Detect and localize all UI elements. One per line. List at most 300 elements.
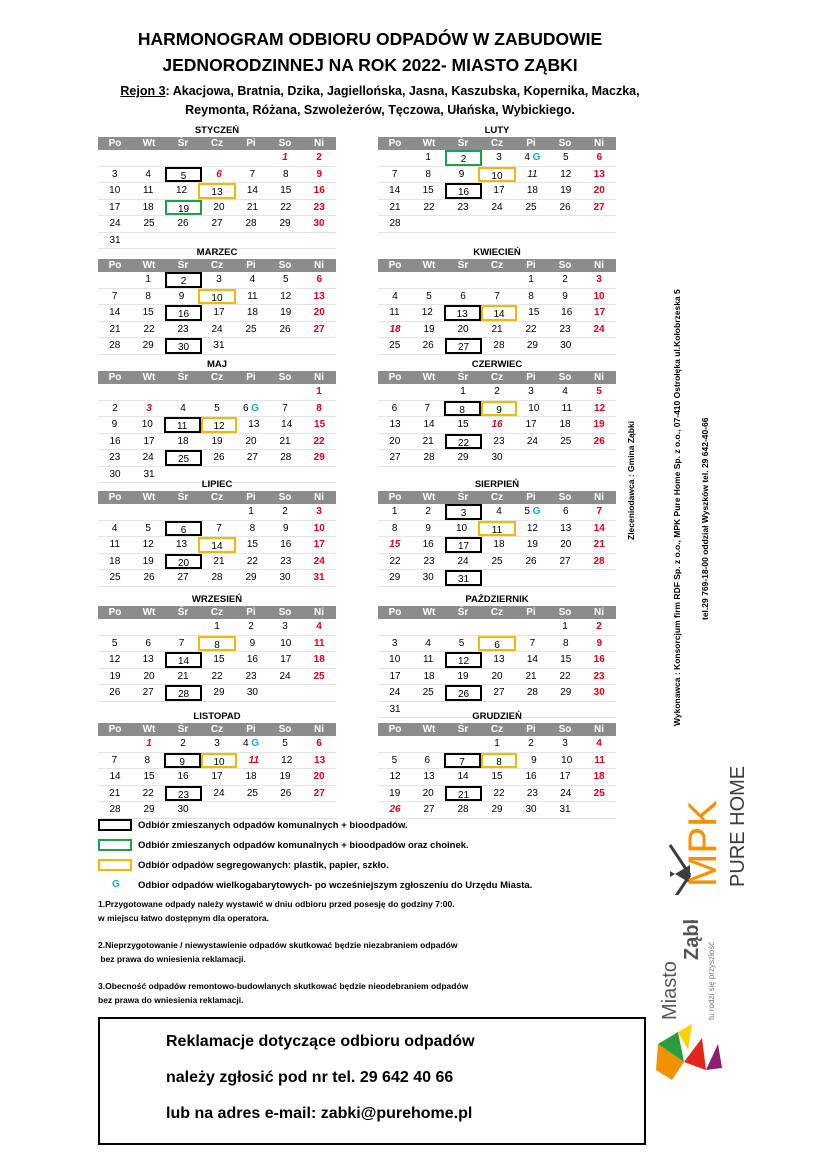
- day-cell: 17: [280, 654, 292, 665]
- day-cell: 22: [423, 201, 435, 213]
- day-cell: 10: [389, 654, 401, 665]
- day-cell: 16: [561, 307, 573, 318]
- day-cell: 19: [560, 185, 572, 196]
- day-cell: [548, 216, 582, 232]
- miasto-zabki-logo: [652, 920, 732, 1100]
- day-cell: 19: [526, 539, 538, 550]
- day-cell: 4: [111, 522, 118, 534]
- day-cell: 29: [142, 340, 154, 351]
- day-cell: [378, 150, 411, 166]
- day-cell: 1: [145, 274, 151, 285]
- day-cell: 22: [313, 435, 325, 447]
- day-cell: 30: [491, 452, 503, 463]
- day-cell: 23: [457, 201, 469, 213]
- week-row: [378, 322, 616, 339]
- day-cell: 11: [109, 539, 120, 550]
- weekday-header: [98, 371, 336, 384]
- day-cell: 18: [313, 654, 325, 665]
- day-cell: 31: [143, 468, 155, 480]
- day-cell: 29: [143, 804, 155, 815]
- day-cell: 6: [596, 152, 603, 163]
- weekday-header: [378, 259, 616, 272]
- day-cell: 23: [593, 670, 605, 682]
- month-calendar: [378, 593, 616, 718]
- weekday-label: Po: [388, 260, 402, 271]
- day-cell: 2: [316, 152, 322, 163]
- weekday-label: Pi: [246, 138, 256, 149]
- day-cell: 6: [424, 754, 431, 766]
- day-cell: 3: [214, 738, 220, 749]
- weekday-label: Śr: [457, 724, 469, 735]
- day-cell: 22: [143, 323, 155, 335]
- day-cell: 25: [165, 450, 202, 466]
- day-number: 6: [242, 402, 252, 414]
- weekday-label: Śr: [177, 372, 189, 383]
- day-cell: 8: [283, 168, 289, 180]
- day-cell: 3: [146, 402, 152, 414]
- day-cell: 9: [531, 754, 537, 766]
- weekday-label: Cz: [210, 138, 224, 149]
- day-cell: 19: [457, 670, 469, 682]
- day-cell: 10: [109, 185, 121, 196]
- day-cell: 21: [109, 323, 121, 335]
- day-cell: 19: [280, 307, 292, 318]
- legend-g-symbol: G: [112, 879, 120, 890]
- day-cell: 14: [593, 522, 605, 534]
- week-row: [378, 521, 616, 538]
- week-row: [378, 150, 616, 167]
- day-cell: 3: [282, 621, 288, 632]
- month-name: MAJ: [206, 359, 228, 370]
- day-cell: 12: [594, 402, 606, 414]
- day-cell: 28: [280, 452, 292, 463]
- day-cell: 3: [111, 168, 118, 180]
- day-cell: [583, 338, 616, 354]
- day-cell: 24: [526, 435, 538, 447]
- weekday-label: Cz: [490, 492, 504, 503]
- day-cell: 16: [177, 771, 189, 782]
- day-cell: [269, 685, 302, 701]
- day-cell: 14: [389, 185, 401, 196]
- week-row: [98, 619, 336, 636]
- week-row: [378, 504, 616, 521]
- day-cell: 3: [216, 274, 222, 285]
- day-cell: 30: [525, 804, 537, 815]
- day-cell: 30: [109, 468, 121, 480]
- day-cell: 30: [177, 804, 189, 815]
- week-row: [378, 305, 616, 322]
- mpk-text: MPK: [681, 800, 725, 887]
- bulky-waste-marker: G: [532, 506, 541, 517]
- weekday-label: Cz: [210, 492, 224, 503]
- day-cell: 4: [562, 386, 568, 397]
- day-cell: 15: [246, 539, 258, 550]
- day-cell: 13: [248, 419, 260, 430]
- day-cell: 3: [391, 637, 398, 649]
- day-cell: 14: [198, 537, 235, 553]
- day-cell: 6: [391, 402, 398, 414]
- day-cell: 12: [201, 417, 238, 433]
- legend-yellow-frame: [98, 859, 132, 871]
- weekday-label: Pi: [526, 724, 536, 735]
- day-cell: 4: [180, 402, 186, 414]
- day-cell: 19: [423, 323, 435, 335]
- day-cell: 29: [213, 687, 225, 698]
- day-cell: [516, 570, 549, 586]
- week-row: [98, 685, 336, 702]
- weekday-label: So: [278, 372, 292, 383]
- day-cell: 22: [559, 670, 571, 682]
- day-cell: 15: [560, 654, 572, 665]
- day-cell: 25: [491, 555, 503, 567]
- day-cell: 15: [280, 185, 292, 196]
- week-row: [378, 570, 616, 587]
- day-cell: 12: [280, 290, 292, 302]
- day-cell: 29: [313, 452, 325, 463]
- day-cell: 2: [282, 506, 288, 517]
- month-calendar: [378, 478, 616, 587]
- month-name: WRZESIEŃ: [191, 594, 243, 605]
- weekday-label: Ni: [314, 138, 324, 149]
- day-cell: 26: [389, 804, 401, 815]
- day-cell: 27: [445, 338, 482, 354]
- day-cell: 29: [245, 572, 257, 583]
- day-cell: 2: [112, 402, 118, 414]
- day-cell: 8: [391, 522, 398, 534]
- day-cell: 1: [391, 506, 398, 517]
- day-cell: 18: [526, 185, 538, 196]
- day-cell: 13: [142, 654, 154, 665]
- weekday-label: Wt: [422, 138, 436, 149]
- day-cell: 12: [389, 771, 401, 782]
- day-cell: 18: [559, 419, 571, 430]
- contractor-text-1: Wykonawca : Konsorcjum firm RDF Sp. z o.o., MPK Pure Home Sp. z o.o., 07-410 Ostrołęka ul.Kołobrzeska 5: [672, 289, 682, 726]
- day-cell: 24: [593, 323, 605, 335]
- day-cell: 7: [216, 522, 222, 534]
- weekday-label: Po: [108, 492, 122, 503]
- weekday-label: Cz: [210, 260, 224, 271]
- day-cell: 17: [389, 670, 401, 682]
- notes: [98, 898, 558, 1021]
- weekday-label: Wt: [422, 724, 436, 735]
- week-row: [378, 669, 616, 686]
- day-cell: 15: [142, 307, 154, 318]
- streets-line-2: Reymonta, Różana, Szwoleżerów, Tęczowa, Ułańska, Wybickiego.: [185, 103, 575, 117]
- day-cell: 23: [245, 670, 257, 682]
- month-calendar: [378, 124, 616, 233]
- day-number: 4: [524, 152, 533, 163]
- weekday-label: Po: [108, 607, 122, 618]
- day-cell: 1: [528, 274, 534, 285]
- month-calendar: [98, 710, 336, 819]
- day-cell: 5: [458, 637, 465, 649]
- week-row: [98, 338, 336, 355]
- day-cell: 4: [496, 506, 502, 517]
- weekday-label: Wt: [142, 138, 156, 149]
- day-cell: 27: [313, 323, 325, 335]
- weekday-label: Ni: [594, 492, 604, 503]
- day-cell: 24: [313, 555, 325, 567]
- day-cell: 28: [245, 218, 257, 229]
- day-cell: 23: [423, 555, 435, 567]
- day-cell: 28: [109, 340, 121, 351]
- weekday-header: [378, 723, 616, 736]
- pure-home-text: PURE HOME: [727, 765, 749, 887]
- bulky-waste-marker: G: [251, 738, 260, 749]
- day-cell: [166, 504, 200, 520]
- day-cell: [98, 619, 132, 635]
- day-cell: 1: [316, 386, 322, 397]
- day-cell: 29: [560, 687, 572, 698]
- week-row: [378, 183, 616, 200]
- weekday-header: [98, 491, 336, 504]
- day-cell: [98, 150, 132, 166]
- day-cell: [98, 272, 131, 288]
- day-cell: 30: [593, 687, 605, 698]
- week-row: [378, 216, 616, 233]
- day-cell: [378, 272, 412, 288]
- day-cell: 21: [389, 201, 401, 213]
- day-cell: 28: [493, 340, 505, 351]
- day-cell: 27: [177, 572, 189, 583]
- week-row: [378, 685, 616, 702]
- day-cell: 1: [282, 152, 288, 163]
- week-row: [98, 417, 336, 434]
- day-cell: 19: [165, 200, 202, 216]
- day-cell: [234, 384, 268, 400]
- day-cell: [132, 619, 166, 635]
- day-cell: 13: [175, 539, 188, 550]
- weekday-label: Śr: [457, 607, 469, 618]
- day-cell: 16: [165, 305, 202, 321]
- day-cell: 16: [109, 435, 121, 447]
- day-cell: 14: [281, 419, 293, 430]
- week-row: [98, 521, 336, 538]
- day-cell: 1: [214, 621, 220, 632]
- day-cell: [412, 619, 446, 635]
- weekday-label: So: [558, 492, 572, 503]
- day-cell: [234, 736, 268, 752]
- week-row: [378, 753, 616, 770]
- day-cell: 8: [249, 522, 256, 534]
- day-cell: 14: [481, 305, 518, 321]
- day-cell: [378, 384, 412, 400]
- legend-yellow-text: Odbiór odpadów segregowanych: plastik, papier, szkło.: [138, 860, 389, 871]
- weekday-header: [378, 137, 616, 150]
- day-cell: 9: [178, 290, 185, 302]
- day-cell: 23: [559, 323, 571, 335]
- day-cell: 20: [457, 323, 469, 335]
- day-cell: 29: [457, 452, 469, 463]
- day-cell: 12: [526, 522, 538, 534]
- day-cell: 2: [562, 274, 568, 285]
- weekday-label: Pi: [526, 260, 536, 271]
- day-cell: [200, 504, 234, 520]
- day-cell: 12: [560, 168, 572, 180]
- legend-black-frame: [98, 819, 132, 831]
- region-label: Rejon 3: [120, 84, 166, 98]
- day-cell: 8: [481, 753, 518, 769]
- day-cell: 14: [423, 419, 435, 430]
- weekday-label: So: [278, 492, 292, 503]
- weekday-label: Śr: [457, 260, 469, 271]
- day-cell: [378, 619, 412, 635]
- day-cell: 12: [142, 539, 154, 550]
- note-3-line-1: 3.Obecność odpadów remontowo-budowlanych skutkować będzie nieodebraniem odpadów: [98, 981, 469, 991]
- day-cell: [412, 384, 446, 400]
- weekday-label: Po: [108, 260, 122, 271]
- week-row: [378, 434, 616, 451]
- day-cell: 24: [560, 787, 572, 799]
- day-cell: 18: [493, 539, 505, 550]
- legend-green-frame: [98, 839, 132, 851]
- weekday-label: So: [558, 372, 572, 383]
- day-cell: 20: [213, 201, 225, 213]
- month-calendar: [98, 124, 336, 249]
- contractor-text-2: tel.29 769-18-00 oddział Wyszków tel. 29 642-40-66: [700, 417, 710, 620]
- day-cell: 5: [282, 738, 288, 749]
- day-cell: 24: [142, 452, 154, 463]
- day-cell: 18: [389, 323, 401, 335]
- weekday-label: Pi: [526, 492, 536, 503]
- bulky-waste-marker: G: [251, 402, 260, 414]
- weekday-label: Ni: [314, 492, 324, 503]
- day-cell: 8: [144, 754, 151, 766]
- day-cell: 10: [313, 522, 325, 534]
- day-cell: [582, 450, 616, 466]
- week-row: [378, 200, 616, 217]
- week-row: [378, 802, 616, 819]
- week-row: [378, 736, 616, 753]
- day-cell: [446, 216, 480, 232]
- day-cell: [446, 272, 480, 288]
- day-cell: 23: [165, 786, 202, 802]
- month-calendar: [98, 593, 336, 702]
- weekday-label: So: [278, 607, 292, 618]
- day-cell: 7: [282, 402, 288, 414]
- weekday-label: Ni: [594, 138, 604, 149]
- day-cell: 3: [596, 274, 602, 285]
- legend-black-text: Odbiór zmieszanych odpadów komunalnych + bioodpadów.: [138, 820, 408, 831]
- day-cell: 5: [391, 754, 398, 766]
- week-row: [378, 636, 616, 653]
- title-line-1: HARMONOGRAM ODBIORU ODPADÓW W ZABUDOWIE: [137, 29, 603, 49]
- day-cell: 30: [279, 572, 291, 583]
- day-cell: 5: [563, 152, 569, 163]
- mpk-pure-home-logo: [660, 735, 750, 895]
- day-cell: 27: [593, 201, 605, 213]
- legend-g-text: Odbior odpadów wielkogabarytowych- po wcześniejszym zgłoszeniu do Urzędu Miasta.: [138, 880, 533, 891]
- day-cell: 6: [145, 637, 151, 649]
- day-cell: 1: [460, 386, 466, 397]
- day-cell: 7: [596, 506, 603, 517]
- day-cell: [412, 272, 446, 288]
- day-cell: 4: [145, 168, 151, 180]
- day-cell: 13: [389, 419, 401, 430]
- weekday-header: [98, 723, 336, 736]
- day-cell: 28: [423, 452, 435, 463]
- note-2: [98, 939, 558, 966]
- day-cell: 23: [313, 201, 325, 213]
- day-cell: 19: [142, 555, 154, 567]
- day-cell: 25: [593, 787, 605, 799]
- weekday-label: Po: [108, 372, 122, 383]
- week-row: [378, 619, 616, 636]
- complaint-line-3: lub na adres e-mail: zabki@purehome.pl: [166, 1105, 473, 1122]
- day-cell: 10: [198, 289, 235, 305]
- day-cell: 2: [596, 621, 602, 632]
- day-number: 5: [524, 506, 533, 517]
- zabki-text: Ząbki: [681, 920, 703, 960]
- month-name: KWIECIEŃ: [473, 247, 521, 258]
- day-cell: 4: [249, 274, 256, 285]
- day-cell: [303, 685, 336, 701]
- day-cell: 21: [109, 787, 121, 799]
- day-cell: 11: [313, 637, 325, 649]
- day-cell: 9: [164, 753, 201, 769]
- day-cell: 25: [245, 323, 257, 335]
- day-cell: 25: [313, 670, 325, 682]
- day-cell: [482, 570, 515, 586]
- day-cell: 31: [213, 340, 225, 351]
- day-cell: 26: [109, 687, 121, 698]
- day-cell: [98, 504, 132, 520]
- weekday-label: Śr: [457, 492, 469, 503]
- day-cell: 20: [491, 670, 503, 682]
- day-cell: 14: [165, 652, 202, 668]
- day-cell: 9: [458, 168, 465, 180]
- day-cell: 9: [596, 637, 603, 649]
- day-cell: 26: [280, 787, 292, 799]
- day-cell: 27: [313, 787, 325, 799]
- day-cell: 26: [143, 572, 155, 583]
- logo-shape-purple: [706, 1044, 722, 1070]
- weekday-header: [378, 491, 616, 504]
- day-cell: 26: [279, 323, 291, 335]
- day-cell: 26: [213, 452, 225, 463]
- day-cell: 21: [593, 539, 605, 550]
- day-cell: 21: [525, 670, 537, 682]
- week-row: [378, 167, 616, 184]
- day-cell: 4: [596, 738, 602, 749]
- day-cell: 16: [422, 539, 434, 550]
- week-row: [378, 417, 616, 434]
- weekday-label: Po: [388, 372, 402, 383]
- day-cell: 3: [562, 738, 568, 749]
- day-cell: [412, 216, 446, 232]
- month-name: LISTOPAD: [193, 711, 241, 722]
- weekday-label: Ni: [314, 724, 324, 735]
- day-cell: 20: [165, 554, 202, 570]
- day-cell: 22: [246, 555, 258, 567]
- day-cell: [268, 384, 302, 400]
- day-cell: 15: [457, 419, 469, 430]
- week-row: [98, 786, 336, 803]
- weekday-label: Pi: [246, 724, 256, 735]
- month-name: LUTY: [484, 125, 510, 136]
- week-row: [98, 183, 336, 200]
- day-cell: 12: [421, 307, 433, 318]
- day-cell: [166, 619, 200, 635]
- day-cell: 10: [280, 637, 292, 649]
- day-cell: 19: [211, 435, 223, 447]
- weekday-label: Cz: [210, 372, 224, 383]
- day-cell: 29: [279, 218, 291, 229]
- month-calendar: [98, 358, 336, 483]
- day-cell: 25: [560, 435, 572, 447]
- day-cell: 25: [246, 787, 258, 799]
- day-cell: 1: [146, 738, 152, 749]
